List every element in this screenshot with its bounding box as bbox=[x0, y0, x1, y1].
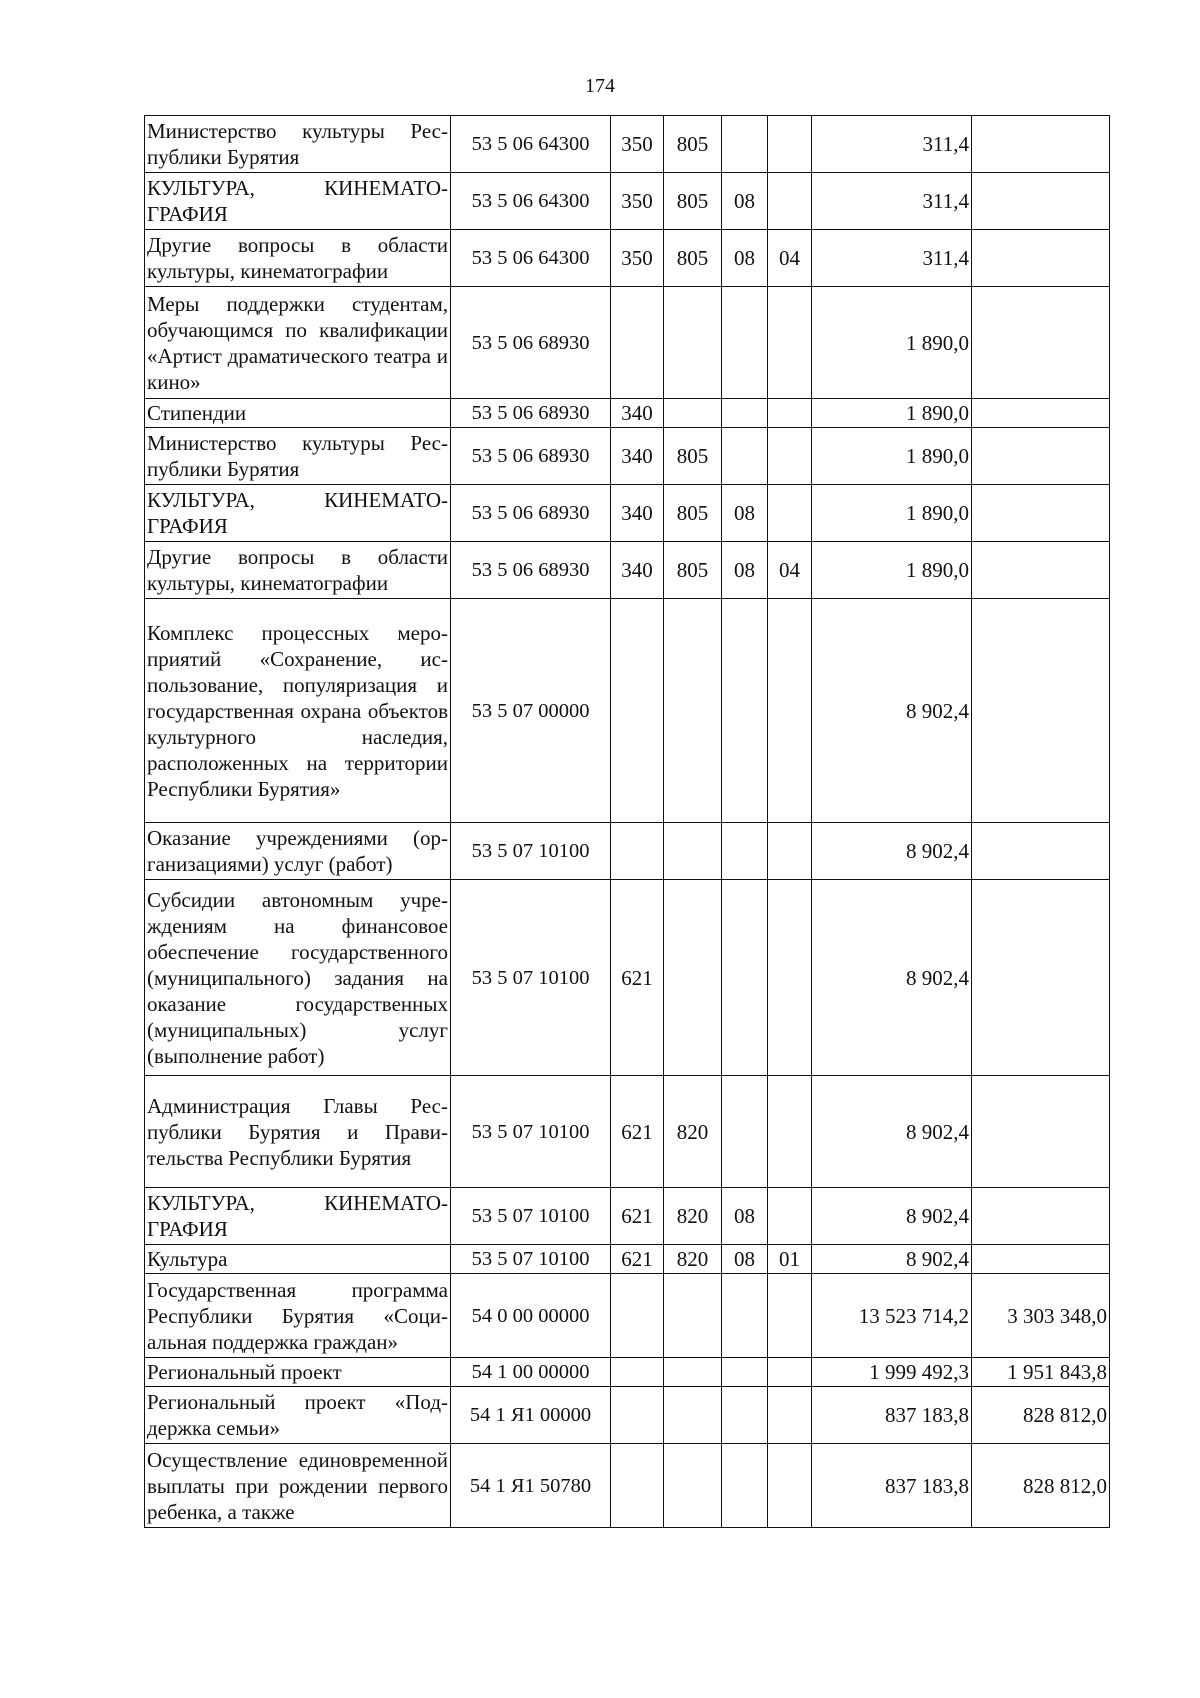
row-sum-2: 3 303 348,0 bbox=[972, 1274, 1110, 1358]
table-row bbox=[145, 1274, 1110, 1358]
row-sum-1: 1 890,0 bbox=[812, 485, 972, 542]
row-sum-2 bbox=[972, 542, 1110, 599]
row-admin-code: 805 bbox=[664, 173, 722, 230]
row-sum-1: 8 902,4 bbox=[812, 823, 972, 880]
row-sum-2: 1 951 843,8 bbox=[972, 1358, 1110, 1387]
row-name: Другие вопросы в области культуры, кинематографии bbox=[145, 230, 451, 287]
row-admin-code: 805 bbox=[664, 485, 722, 542]
row-sum-2 bbox=[972, 230, 1110, 287]
row-sum-1: 8 902,4 bbox=[812, 1245, 972, 1274]
row-sum-2 bbox=[972, 428, 1110, 485]
table-row bbox=[145, 880, 1110, 1076]
row-section bbox=[722, 880, 768, 1076]
row-admin-code: 805 bbox=[664, 542, 722, 599]
row-target-code: 53 5 06 68930 bbox=[451, 485, 611, 542]
row-target-code: 53 5 06 68930 bbox=[451, 399, 611, 428]
row-sum-1: 1 890,0 bbox=[812, 399, 972, 428]
row-section bbox=[722, 823, 768, 880]
row-subsection bbox=[768, 428, 812, 485]
row-sum-1: 13 523 714,2 bbox=[812, 1274, 972, 1358]
row-section bbox=[722, 1444, 768, 1528]
table-row bbox=[145, 230, 1110, 287]
row-expense-type bbox=[611, 287, 664, 399]
row-admin-code: 805 bbox=[664, 230, 722, 287]
row-section: 08 bbox=[722, 1245, 768, 1274]
row-sum-1: 1 999 492,3 bbox=[812, 1358, 972, 1387]
row-sum-2: 828 812,0 bbox=[972, 1444, 1110, 1528]
row-name: Государственная программа Республики Бурятия «Социальная поддержка граждан» bbox=[145, 1274, 451, 1358]
row-name: Другие вопросы в области культуры, кинематографии bbox=[145, 542, 451, 599]
row-subsection bbox=[768, 399, 812, 428]
row-expense-type bbox=[611, 1444, 664, 1528]
row-subsection bbox=[768, 1188, 812, 1245]
row-target-code: 53 5 06 64300 bbox=[451, 173, 611, 230]
table-row bbox=[145, 173, 1110, 230]
row-expense-type bbox=[611, 823, 664, 880]
row-expense-type: 350 bbox=[611, 116, 664, 173]
row-sum-1: 1 890,0 bbox=[812, 542, 972, 599]
row-subsection bbox=[768, 823, 812, 880]
row-sum-2 bbox=[972, 287, 1110, 399]
row-sum-1: 8 902,4 bbox=[812, 1076, 972, 1188]
row-name: Администрация Главы Республики Бурятия и Правительства Республики Бурятия bbox=[145, 1076, 451, 1188]
row-admin-code bbox=[664, 1274, 722, 1358]
row-expense-type: 340 bbox=[611, 485, 664, 542]
row-subsection bbox=[768, 1387, 812, 1444]
row-name: КУЛЬТУРА, КИНЕМАТОГРАФИЯ bbox=[145, 173, 451, 230]
row-target-code: 54 1 Я1 50780 bbox=[451, 1444, 611, 1528]
row-expense-type bbox=[611, 1358, 664, 1387]
row-expense-type: 621 bbox=[611, 1076, 664, 1188]
row-name: Субсидии автономным учреждениям на финансовое обеспечение государственного (муниципального) задания на оказание государственных (муниципальных) услуг (выполнение работ) bbox=[145, 880, 451, 1076]
row-target-code: 53 5 07 10100 bbox=[451, 1076, 611, 1188]
row-name: Министерство культуры Республики Бурятия bbox=[145, 116, 451, 173]
budget-table bbox=[144, 115, 1110, 1528]
table-row bbox=[145, 116, 1110, 173]
row-target-code: 53 5 07 10100 bbox=[451, 1188, 611, 1245]
row-section bbox=[722, 1358, 768, 1387]
row-sum-1: 837 183,8 bbox=[812, 1444, 972, 1528]
row-expense-type: 350 bbox=[611, 173, 664, 230]
row-admin-code bbox=[664, 287, 722, 399]
row-sum-2 bbox=[972, 399, 1110, 428]
row-name: Региональный проект «Поддержка семьи» bbox=[145, 1387, 451, 1444]
row-target-code: 53 5 07 10100 bbox=[451, 880, 611, 1076]
row-sum-1: 311,4 bbox=[812, 116, 972, 173]
row-sum-1: 837 183,8 bbox=[812, 1387, 972, 1444]
row-admin-code bbox=[664, 880, 722, 1076]
row-sum-1: 1 890,0 bbox=[812, 428, 972, 485]
row-name: КУЛЬТУРА, КИНЕМАТОГРАФИЯ bbox=[145, 1188, 451, 1245]
row-section bbox=[722, 1274, 768, 1358]
row-name: Культура bbox=[145, 1245, 451, 1274]
row-section bbox=[722, 399, 768, 428]
row-target-code: 53 5 06 64300 bbox=[451, 116, 611, 173]
row-subsection bbox=[768, 116, 812, 173]
row-expense-type: 621 bbox=[611, 880, 664, 1076]
table-row bbox=[145, 428, 1110, 485]
row-section: 08 bbox=[722, 1188, 768, 1245]
row-subsection bbox=[768, 1076, 812, 1188]
row-sum-1: 8 902,4 bbox=[812, 1188, 972, 1245]
table-row bbox=[145, 1188, 1110, 1245]
row-subsection bbox=[768, 1274, 812, 1358]
row-expense-type: 621 bbox=[611, 1188, 664, 1245]
row-target-code: 53 5 06 68930 bbox=[451, 542, 611, 599]
table-row bbox=[145, 823, 1110, 880]
row-name: Оказание учреждениями (организациями) услуг (работ) bbox=[145, 823, 451, 880]
row-subsection: 01 bbox=[768, 1245, 812, 1274]
row-name: Региональный проект bbox=[145, 1358, 451, 1387]
row-section bbox=[722, 599, 768, 823]
row-expense-type: 340 bbox=[611, 399, 664, 428]
row-name: КУЛЬТУРА, КИНЕМАТОГРАФИЯ bbox=[145, 485, 451, 542]
row-sum-2 bbox=[972, 1188, 1110, 1245]
row-target-code: 53 5 06 68930 bbox=[451, 287, 611, 399]
row-expense-type: 340 bbox=[611, 542, 664, 599]
row-target-code: 54 1 00 00000 bbox=[451, 1358, 611, 1387]
row-subsection bbox=[768, 485, 812, 542]
row-expense-type bbox=[611, 1387, 664, 1444]
row-target-code: 53 5 06 68930 bbox=[451, 428, 611, 485]
row-expense-type bbox=[611, 1274, 664, 1358]
row-admin-code bbox=[664, 599, 722, 823]
row-admin-code: 805 bbox=[664, 428, 722, 485]
row-expense-type: 350 bbox=[611, 230, 664, 287]
row-section: 08 bbox=[722, 485, 768, 542]
row-section bbox=[722, 116, 768, 173]
row-subsection bbox=[768, 1444, 812, 1528]
table-row bbox=[145, 1444, 1110, 1528]
row-section: 08 bbox=[722, 173, 768, 230]
row-sum-2 bbox=[972, 880, 1110, 1076]
row-subsection bbox=[768, 1358, 812, 1387]
table-row bbox=[145, 1387, 1110, 1444]
row-section bbox=[722, 1387, 768, 1444]
table-row bbox=[145, 1358, 1110, 1387]
row-section: 08 bbox=[722, 542, 768, 599]
row-target-code: 53 5 06 64300 bbox=[451, 230, 611, 287]
row-sum-2 bbox=[972, 116, 1110, 173]
row-name: Стипендии bbox=[145, 399, 451, 428]
row-subsection: 04 bbox=[768, 230, 812, 287]
row-name: Министерство культуры Республики Бурятия bbox=[145, 428, 451, 485]
row-section bbox=[722, 428, 768, 485]
row-admin-code bbox=[664, 399, 722, 428]
row-subsection: 04 bbox=[768, 542, 812, 599]
row-sum-2 bbox=[972, 173, 1110, 230]
row-expense-type: 340 bbox=[611, 428, 664, 485]
row-admin-code bbox=[664, 1358, 722, 1387]
row-sum-2: 828 812,0 bbox=[972, 1387, 1110, 1444]
row-target-code: 54 0 00 00000 bbox=[451, 1274, 611, 1358]
row-admin-code: 820 bbox=[664, 1076, 722, 1188]
row-section bbox=[722, 287, 768, 399]
row-sum-2 bbox=[972, 823, 1110, 880]
row-admin-code: 805 bbox=[664, 116, 722, 173]
row-admin-code bbox=[664, 1387, 722, 1444]
page-number: 174 bbox=[585, 75, 615, 97]
row-sum-2 bbox=[972, 599, 1110, 823]
row-name: Меры поддержки студентам, обучающимся по квалификации «Артист драматического театра и кино» bbox=[145, 287, 451, 399]
row-subsection bbox=[768, 880, 812, 1076]
row-section bbox=[722, 1076, 768, 1188]
table-row bbox=[145, 599, 1110, 823]
table-row bbox=[145, 485, 1110, 542]
row-sum-1: 1 890,0 bbox=[812, 287, 972, 399]
row-target-code: 53 5 07 10100 bbox=[451, 1245, 611, 1274]
row-sum-1: 311,4 bbox=[812, 173, 972, 230]
table-row bbox=[145, 1245, 1110, 1274]
row-sum-2 bbox=[972, 1245, 1110, 1274]
row-sum-2 bbox=[972, 485, 1110, 542]
table-row bbox=[145, 399, 1110, 428]
row-name: Комплекс процессных мероприятий «Сохранение, использование, популяризация и государственная охрана объектов культурного наследия, расположенных на территории Республики Бурятия» bbox=[145, 599, 451, 823]
row-expense-type bbox=[611, 599, 664, 823]
table-row bbox=[145, 542, 1110, 599]
row-section: 08 bbox=[722, 230, 768, 287]
row-subsection bbox=[768, 287, 812, 399]
row-target-code: 53 5 07 10100 bbox=[451, 823, 611, 880]
row-expense-type: 621 bbox=[611, 1245, 664, 1274]
row-admin-code bbox=[664, 823, 722, 880]
row-admin-code: 820 bbox=[664, 1245, 722, 1274]
table-body bbox=[145, 116, 1110, 1528]
row-admin-code: 820 bbox=[664, 1188, 722, 1245]
row-admin-code bbox=[664, 1444, 722, 1528]
table-row bbox=[145, 287, 1110, 399]
row-target-code: 53 5 07 00000 bbox=[451, 599, 611, 823]
row-subsection bbox=[768, 173, 812, 230]
row-sum-2 bbox=[972, 1076, 1110, 1188]
row-sum-1: 8 902,4 bbox=[812, 880, 972, 1076]
table-row bbox=[145, 1076, 1110, 1188]
row-target-code: 54 1 Я1 00000 bbox=[451, 1387, 611, 1444]
row-name: Осуществление единовременной выплаты при рождении первого ребенка, а также bbox=[145, 1444, 451, 1528]
row-sum-1: 8 902,4 bbox=[812, 599, 972, 823]
row-sum-1: 311,4 bbox=[812, 230, 972, 287]
row-subsection bbox=[768, 599, 812, 823]
